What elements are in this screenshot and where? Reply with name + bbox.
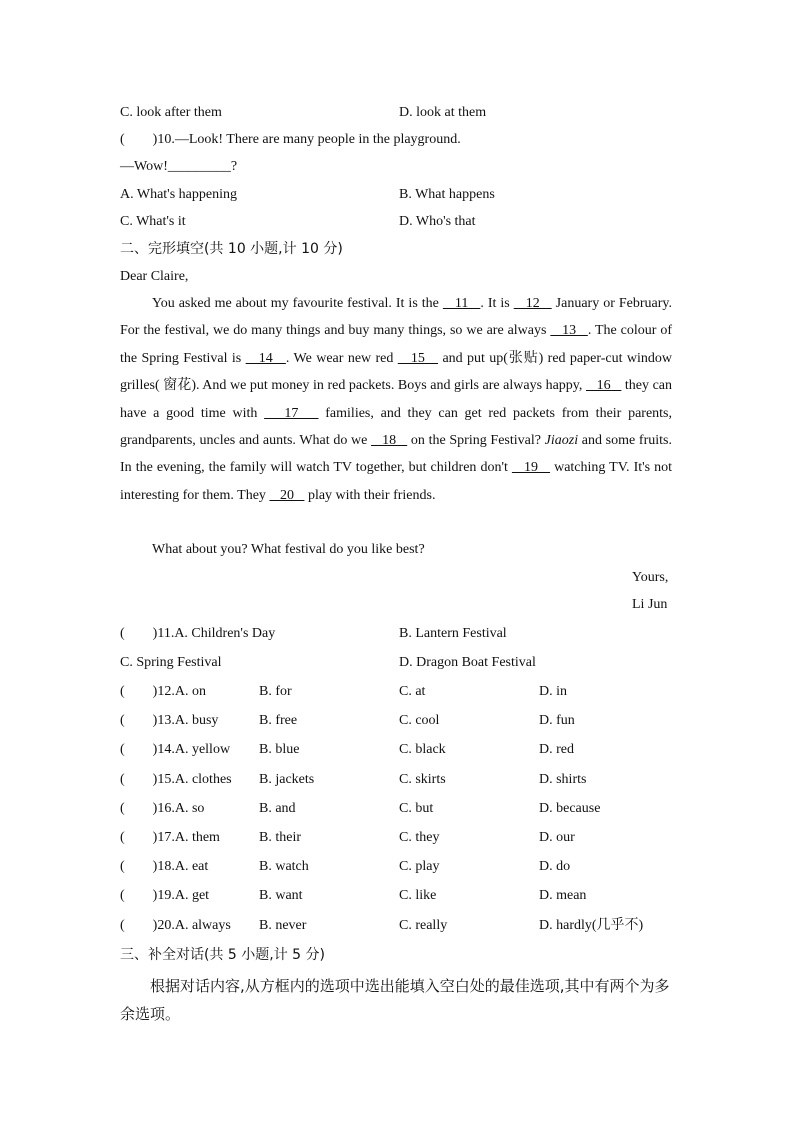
- letter-body: [120, 290, 672, 509]
- question-11: [120, 625, 275, 643]
- question-row: [120, 829, 220, 847]
- option-d: D. mean: [539, 888, 587, 903]
- letter-cjk-note: 张贴: [507, 349, 539, 366]
- answer-paren: (: [120, 772, 125, 787]
- option-a: )12.A. on: [152, 684, 206, 699]
- letter-text: and some fruits. In the evening, the family will watch TV together, but children don't: [120, 433, 672, 476]
- option-b: B. jackets: [259, 772, 315, 787]
- option-c: C. they: [399, 830, 440, 845]
- question-row: [120, 771, 232, 789]
- blank-17[interactable]: 17: [264, 405, 319, 421]
- option-b: B. free: [259, 713, 298, 728]
- letter-closing: Yours,: [632, 570, 669, 585]
- answer-paren: (: [120, 713, 125, 728]
- answer-paren: (: [120, 918, 125, 933]
- letter-text: . It is: [480, 296, 514, 311]
- letter-last-line: What about you? What festival do you like best?: [152, 542, 425, 557]
- question-row: [120, 741, 230, 759]
- option-b10: B. What happens: [399, 187, 495, 202]
- blank-15[interactable]: 15: [397, 350, 439, 366]
- option-b: B. and: [259, 801, 296, 816]
- option-b: B. watch: [259, 859, 309, 874]
- blank-20[interactable]: 20: [269, 487, 305, 503]
- option-b: B. for: [259, 684, 292, 699]
- option-b11: B. Lantern Festival: [399, 626, 507, 641]
- option-a: )19.A. get: [152, 888, 210, 903]
- option-a: )18.A. eat: [152, 859, 209, 874]
- blank-18[interactable]: 18: [371, 433, 408, 449]
- option-d: D. shirts: [539, 772, 587, 787]
- option-a: )16.A. so: [152, 801, 205, 816]
- option-c: C. but: [399, 801, 434, 816]
- option-c: C. at: [399, 684, 426, 699]
- option-c11: C. Spring Festival: [120, 655, 222, 670]
- blank-14[interactable]: 14: [245, 350, 286, 366]
- blank-13[interactable]: 13: [550, 323, 588, 339]
- option-d: D. red: [539, 742, 574, 757]
- answer-paren: (: [120, 626, 125, 641]
- letter-cjk-note: 窗花: [163, 377, 192, 394]
- option-c: C. play: [399, 859, 440, 874]
- option-b: B. blue: [259, 742, 300, 757]
- option-d: D. our: [539, 830, 575, 845]
- option-c: C. cool: [399, 713, 440, 728]
- option-d: D. because: [539, 801, 601, 816]
- answer-paren: (: [120, 888, 125, 903]
- answer-paren: (: [120, 684, 125, 699]
- question-row: [120, 917, 231, 935]
- option-b: B. never: [259, 918, 307, 933]
- option-d9: D. look at them: [399, 105, 487, 120]
- option-c: C. really: [399, 918, 448, 933]
- letter-text: ) red paper-cut window grilles(: [120, 350, 672, 394]
- option-a: )20.A. always: [152, 918, 231, 933]
- letter-signature: Li Jun: [632, 597, 668, 612]
- answer-paren: (: [120, 132, 125, 147]
- section-2-title: 二、完形填空(共 10 小题,计 10 分): [120, 241, 343, 257]
- option-a10: A. What's happening: [120, 187, 237, 202]
- letter-text: . The colour of the Spring Festival is: [120, 323, 672, 366]
- question-10-text: )10.—Look! There are many people in the playground.: [152, 132, 461, 147]
- letter-text: they can have a good time with: [120, 378, 673, 421]
- option-d: D. do: [539, 859, 571, 874]
- option-d: D. in: [539, 684, 567, 699]
- answer-paren: (: [120, 801, 125, 816]
- question-10-line2: —Wow!_________?: [120, 159, 238, 174]
- option-a: )13.A. busy: [152, 713, 219, 728]
- question-row: [120, 858, 208, 876]
- option-a: )14.A. yellow: [152, 742, 231, 757]
- letter-text: families, and they can get red packets from their parents, grandparents, uncles and aunts. What do we: [120, 405, 672, 449]
- answer-paren: (: [120, 830, 125, 845]
- section-3-instruction: 根据对话内容,从方框内的选项中选出能填入空白处的最佳选项,其中有两个为多余选项。: [120, 977, 670, 1023]
- blank-12[interactable]: 12: [513, 296, 552, 311]
- option-a11: )11.A. Children's Day: [152, 626, 276, 641]
- letter-text: and put up(: [438, 350, 508, 366]
- option-d: D. hardly(几乎不): [539, 918, 644, 933]
- letter-text: play with their friends.: [304, 487, 436, 503]
- section-3-title: 三、补全对话(共 5 小题,计 5 分): [120, 947, 325, 963]
- option-d11: D. Dragon Boat Festival: [399, 655, 536, 670]
- letter-text: You asked me about my favourite festival. It is the: [152, 296, 443, 311]
- letter-text: ). And we put money in red packets. Boys and girls are always happy,: [191, 378, 586, 394]
- option-c: C. like: [399, 888, 437, 903]
- option-a: )15.A. clothes: [152, 772, 232, 787]
- letter-text: January or February. For the festival, we do many things and buy many things, so we are always: [120, 296, 673, 339]
- option-c: C. black: [399, 742, 446, 757]
- question-10: [120, 131, 461, 149]
- letter-greeting: Dear Claire,: [120, 269, 189, 284]
- letter-jiaozi: Jiaozi: [544, 433, 579, 449]
- option-d10: D. Who's that: [399, 214, 476, 229]
- question-row: [120, 800, 204, 818]
- answer-paren: (: [120, 742, 125, 757]
- option-c9: C. look after them: [120, 105, 222, 120]
- option-c: C. skirts: [399, 772, 446, 787]
- letter-text: on the Spring Festival?: [407, 433, 545, 449]
- letter-text: . We wear new red: [285, 350, 398, 366]
- option-a: )17.A. them: [152, 830, 220, 845]
- question-row: [120, 887, 209, 905]
- option-d: D. fun: [539, 713, 575, 728]
- question-row: [120, 712, 218, 730]
- letter-text: watching TV. It's not interesting for them. They: [120, 460, 673, 503]
- option-b: B. their: [259, 830, 301, 845]
- blank-16[interactable]: 16: [585, 378, 622, 394]
- blank-19[interactable]: 19: [511, 460, 551, 476]
- question-row: [120, 683, 206, 701]
- blank-11[interactable]: 11: [442, 296, 481, 311]
- option-c10: C. What's it: [120, 214, 186, 229]
- answer-paren: (: [120, 859, 125, 874]
- option-b: B. want: [259, 888, 303, 903]
